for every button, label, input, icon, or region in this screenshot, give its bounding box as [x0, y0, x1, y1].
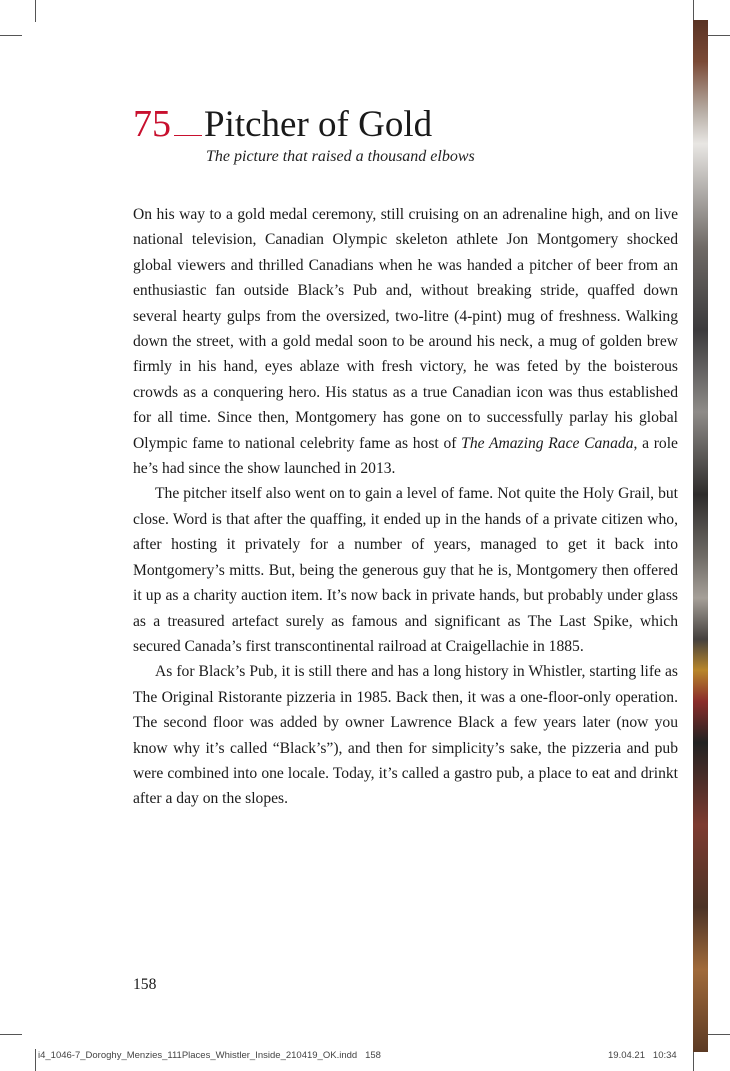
crop-mark-top-left-vertical — [35, 0, 36, 22]
chapter-number: 75 — [133, 103, 171, 145]
crop-mark-top-right-vertical — [693, 0, 694, 22]
chapter-title: Pitcher of Gold — [204, 104, 433, 145]
body-text — [133, 202, 678, 812]
chapter-subtitle: The picture that raised a thousand elbows — [206, 148, 475, 165]
crop-mark-top-left-horizontal — [0, 35, 22, 36]
chapter-heading — [133, 102, 432, 147]
crop-mark-top-right-horizontal — [708, 35, 730, 36]
slug-page: 158 — [365, 1050, 381, 1061]
paragraph-3: As for Black’s Pub, it is still there and has a long history in Whistler, starting life as The Original Ristorante pizzeria in 1985. Back then, it was a one-floor-only operation. The second floor was added by owner Lawrence Black a few years later (now you know why it’s called “Black’s”), and then for simplicity’s sake, the pizzeria and pub were combined into one locale. Today, it’s called a gastro pub, a place to eat and drinkt after a day on the slopes. — [133, 663, 678, 808]
slug-filename: i4_1046-7_Doroghy_Menzies_111Places_Whistler_Inside_210419_OK.indd — [38, 1050, 358, 1061]
slug-datetime — [608, 1050, 677, 1061]
paragraph-2: The pitcher itself also went on to gain a level of fame. Not quite the Holy Grail, but close. Word is that after the quaffing, it ended up in the hands of a private citizen who, after hosting it privately for a number of years, managed to get it back into Montgomery’s mitts. But, being the generous guy that he is, Montgomery then offered it up as a charity auction item. It’s now back in private hands, but probably under glass as a treasured artefact surely as famous and significant as The Last Spike, which secured Canada’s first transcontinental railroad at Craigellachie in 1885. — [133, 485, 678, 655]
paragraph-1 — [133, 202, 678, 481]
chapter-header — [133, 102, 432, 147]
chapter-rule-divider — [174, 135, 202, 136]
crop-mark-bottom-left-vertical — [35, 1049, 36, 1071]
page-number: 158 — [133, 976, 157, 993]
crop-mark-bottom-right-vertical — [693, 1049, 694, 1071]
slug-time: 10:34 — [652, 1050, 677, 1061]
slug-date: 19.04.21 — [608, 1050, 645, 1061]
paragraph-1-end: , a role he’s had since the show launched in 2013. — [133, 434, 678, 478]
crop-mark-bottom-left-horizontal — [0, 1034, 22, 1035]
bleed-photo-strip — [693, 20, 708, 1052]
paragraph-1-text: On his way to a gold medal ceremony, still cruising on an adrenaline high, and on live national television, Canadian Olympic skeleton athlete Jon Montgomery shocked global viewers and thrilled Canadians when he was handed a pitcher of beer from an enthusiastic fan outside Black’s Pub and, without breaking stride, quaffed down several hearty gulps from the oversized, two-litre (4-pint) mug of freshness. Walking down the street, with a gold medal soon to be around his neck, a mug of golden brew firmly in his hand, eyes ablaze with fresh victory, he was feted by the boisterous crowds as a conquering hero. His status as a true Canadian icon was thus established for all time. Since then, Montgomery has gone on to successfully parlay his global Olympic fame to national celebrity fame as host of — [133, 206, 678, 452]
slug-file — [38, 1050, 381, 1061]
crop-mark-bottom-right-horizontal — [708, 1034, 730, 1035]
show-title: The Amazing Race Canada — [461, 434, 634, 452]
